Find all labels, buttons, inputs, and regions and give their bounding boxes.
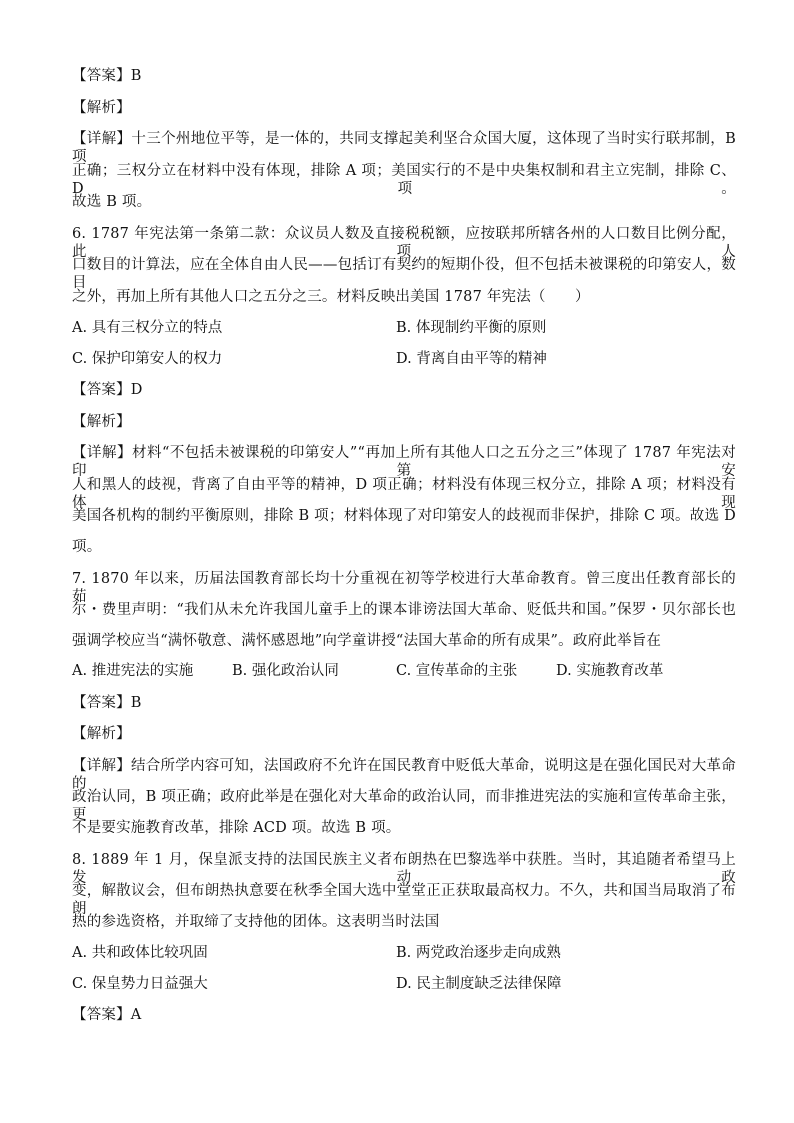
- q8-option-c: C. 保皇势力日益强大: [72, 976, 208, 992]
- q8-stem-line-3: 热的参选资格，并取缔了支持他的团体。这表明当时法国: [72, 914, 440, 930]
- q7-stem-line-3: 强调学校应当“满怀敬意、满怀感恩地”向学童讲授“法国大革命的所有成果”。政府此举旨在: [72, 633, 662, 649]
- q7-stem-line-2: 尔・费里声明：“我们从未允许我国儿童手上的课本诽谤法国大革命、贬低共和国。”保罗・贝尔部长也: [72, 602, 736, 618]
- q8-option-a: A. 共和政体比较巩固: [72, 945, 208, 961]
- q6-option-c: C. 保护印第安人的权力: [72, 351, 223, 367]
- q6-option-b: B. 体现制约平衡的原则: [396, 320, 547, 336]
- q6-detail-line-4: 项。: [72, 539, 102, 555]
- q5-detail-line-1: 【详解】十三个州地位平等，是一体的，共同支撑起美利坚合众国大厦，这体现了当时实行联邦制，B 项: [72, 131, 736, 165]
- q6-stem-line-3: 之外，再加上所有其他人口之五分之三。材料反映出美国 1787 年宪法（ ）: [72, 289, 590, 305]
- q6-option-a: A. 具有三权分立的特点: [72, 320, 223, 336]
- q5-detail-line-2: 正确；三权分立在材料中没有体现，排除 A 项；美国实行的不是中央集权制和君主立宪制，排除 C、D 项。: [72, 163, 736, 197]
- q5-analysis-label: 【解析】: [72, 100, 131, 116]
- q7-option-b: B. 强化政治认同: [232, 663, 339, 679]
- q7-option-d: D. 实施教育改革: [556, 663, 664, 679]
- q6-detail-line-1: 【详解】材料“不包括未被课税的印第安人”“再加上所有其他人口之五分之三”体现了 1787 年宪法对印第安: [72, 445, 736, 479]
- q5-detail-line-3: 故选 B 项。: [72, 194, 152, 210]
- q7-stem-line-1: 7. 1870 年以来，历届法国教育部长均十分重视在初等学校进行大革命教育。曾三度出任教育部长的茹: [72, 571, 736, 605]
- q8-option-d: D. 民主制度缺乏法律保障: [396, 976, 562, 992]
- q7-option-c: C. 宣传革命的主张: [396, 663, 518, 679]
- q6-answer: 【答案】D: [72, 382, 143, 398]
- q7-option-a: A. 推进宪法的实施: [72, 663, 194, 679]
- q6-stem-line-2: 口数目的计算法，应在全体自由人民——包括订有契约的短期仆役，但不包括未被课税的印第安人，数目: [72, 257, 736, 291]
- q6-option-d: D. 背离自由平等的精神: [396, 351, 547, 367]
- q6-analysis-label: 【解析】: [72, 414, 131, 430]
- q7-answer: 【答案】B: [72, 695, 142, 711]
- q7-detail-line-2: 政治认同，B 项正确；政府此举是在强化对大革命的政治认同，而非推进宪法的实施和宣传革命主张，更: [72, 789, 736, 823]
- q6-detail-line-2: 人和黑人的歧视，背离了自由平等的精神，D 项正确；材料没有体现三权分立，排除 A 项；材料没有体现: [72, 477, 736, 511]
- q8-answer: 【答案】A: [72, 1007, 142, 1023]
- q6-detail-line-3: 美国各机构的制约平衡原则，排除 B 项；材料体现了对印第安人的歧视而非保护，排除 C 项。故选 D: [72, 508, 736, 524]
- q8-option-b: B. 两党政治逐步走向成熟: [396, 945, 561, 961]
- q6-stem-line-1: 6. 1787 年宪法第一条第二款：众议员人数及直接税税额，应按联邦所辖各州的人口数目比例分配，此项人: [72, 226, 736, 260]
- q5-answer: 【答案】B: [72, 68, 142, 84]
- q7-detail-line-3: 不是要实施教育改革，排除 ACD 项。故选 B 项。: [72, 820, 401, 836]
- q8-stem-line-1: 8. 1889 年 1 月，保皇派支持的法国民族主义者布朗热在巴黎选举中获胜。当时，其追随者希望马上发动政: [72, 852, 736, 886]
- q7-analysis-label: 【解析】: [72, 726, 131, 742]
- q7-detail-line-1: 【详解】结合所学内容可知，法国政府不允许在国民教育中贬低大革命，说明这是在强化国民对大革命的: [72, 758, 736, 792]
- q8-stem-line-2: 变，解散议会，但布朗热执意要在秋季全国大选中堂堂正正获取最高权力。不久，共和国当局取消了布朗: [72, 883, 736, 917]
